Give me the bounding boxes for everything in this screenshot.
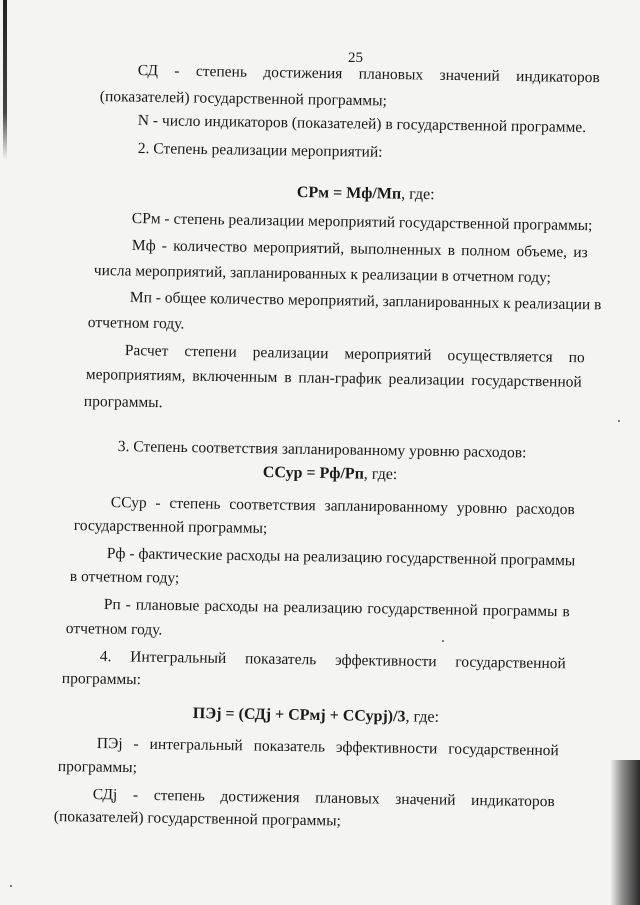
word: - (133, 735, 139, 753)
word: запланированному (324, 497, 449, 517)
word: - (125, 596, 132, 614)
word: на (263, 598, 279, 616)
word: в (447, 241, 456, 260)
word: степень (153, 786, 205, 805)
word: в (284, 369, 292, 387)
word: СД (137, 62, 159, 80)
text-line: программы. (83, 393, 163, 412)
word: расходов (515, 500, 575, 519)
word: значений (439, 66, 500, 85)
text-line: N - число индикаторов (показателей) в государственной программе. (137, 112, 587, 137)
word: количество (173, 237, 248, 256)
word: - (161, 237, 168, 255)
word: плановых (358, 65, 424, 84)
word: Интегральный (130, 648, 227, 667)
text-line (97, 735, 559, 760)
text-line: отчетном году. (87, 314, 185, 333)
word: - (155, 494, 161, 512)
word: реализацию (283, 598, 363, 618)
word: расходы (204, 597, 259, 616)
word: из (573, 243, 588, 262)
text-line: 3. Степень соответствия запланированному уровню расходов: (117, 438, 527, 462)
word: государственной (367, 600, 478, 619)
text-line (125, 342, 585, 367)
text-line: государственной программы; (73, 517, 268, 538)
word: эффективности (335, 738, 438, 758)
scan-speck (618, 420, 620, 422)
word: Рп (103, 596, 121, 614)
text-line (111, 494, 575, 519)
word: ПЭj (96, 735, 123, 753)
text-line: в отчетном году; (69, 568, 180, 587)
text-line: СРм - степень реализации мероприятий государственной программы; (131, 210, 593, 235)
word: государственной (471, 372, 582, 391)
text-line: (показателей) государственной программы; (53, 808, 342, 830)
scan-speck (442, 640, 444, 642)
text-line: программы; (57, 758, 138, 777)
text-line: программы: (61, 670, 142, 689)
text-line (104, 596, 570, 621)
text-line: числа мероприятий, запланированных к реализации в отчетном году; (93, 262, 552, 287)
word: выполненных (350, 240, 442, 259)
word: степень (195, 62, 248, 81)
word: мероприятиям, (85, 366, 186, 385)
word: достижения (263, 63, 343, 83)
text-line (132, 237, 588, 262)
page-number: 25 (348, 50, 363, 66)
word: эффективности (334, 651, 437, 671)
word: степени (184, 342, 237, 361)
word: государственной (448, 740, 559, 760)
word: степень (169, 494, 221, 513)
word: объеме, (516, 243, 568, 261)
word: реализации (388, 370, 465, 389)
text-line: (показателей) государственной программы; (99, 88, 388, 110)
formula-srm: СРм = Мф/Мп, где: (296, 184, 435, 204)
scan-speck (10, 885, 12, 887)
word: соответствия (229, 495, 316, 515)
word: плановые (135, 596, 200, 615)
text-line (86, 366, 582, 392)
word: плановых (315, 789, 380, 808)
word: включенным (192, 367, 278, 387)
word: - (174, 62, 180, 80)
word: мероприятий, (253, 238, 345, 258)
text-line (100, 648, 566, 673)
word: по (568, 348, 585, 367)
word: СДj (92, 786, 118, 804)
word: уровню (456, 499, 508, 518)
word: интегральный (149, 735, 243, 755)
text-line: отчетном году. (65, 620, 163, 639)
word: в (562, 603, 570, 621)
word: - (132, 786, 139, 804)
word: государственной (455, 653, 566, 673)
scan-shadow-left (3, 0, 7, 160)
word: достижения (220, 788, 300, 807)
text-line (93, 786, 555, 811)
word: индикаторов (515, 67, 600, 87)
word: реализации (252, 344, 329, 363)
formula-ssur: ССур = Рф/Рп, где: (262, 464, 398, 484)
formula-pej: ПЭj = (СДj + СРмj + ССурj)/3, где: (192, 705, 440, 726)
text-line: Мп - общее количество мероприятий, запланированных к реализации в (129, 289, 602, 314)
word: показатель (244, 650, 317, 669)
word: ССур (110, 494, 147, 512)
word: Расчет (124, 342, 169, 360)
scan-shadow-right (610, 760, 640, 905)
text-line: Рф - фактические расходы на реализацию государственной программы (106, 545, 576, 570)
text-line (138, 62, 600, 87)
word: осуществляется (447, 347, 553, 366)
word: полном (461, 242, 511, 260)
word: показатель (253, 737, 326, 756)
word: индикаторов (470, 791, 555, 811)
word: значений (395, 790, 456, 809)
word: план-график (298, 369, 382, 388)
word: Мф (131, 237, 156, 255)
text-line: 2. Степень реализации мероприятий: (137, 140, 383, 161)
word: 4. (99, 648, 112, 666)
word: программы (482, 601, 558, 621)
word: мероприятий (344, 345, 432, 364)
